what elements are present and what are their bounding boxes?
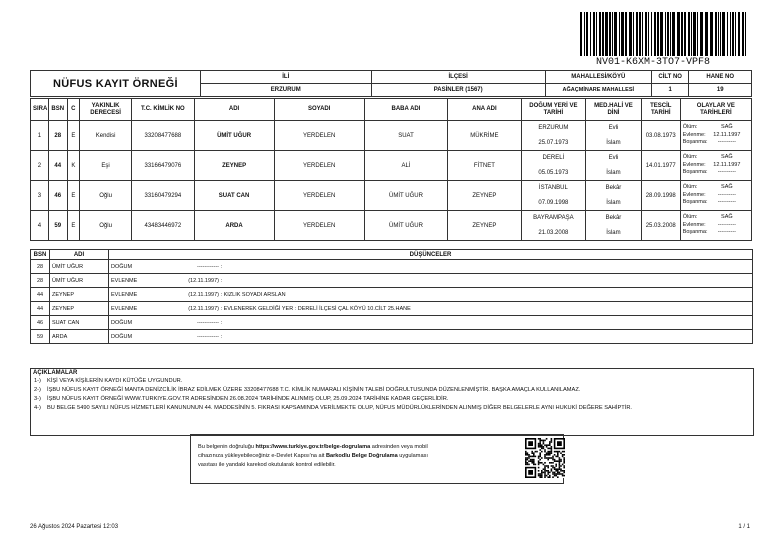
hane-value: 19 (689, 84, 752, 97)
dogum-cell (521, 181, 586, 211)
verify-line2-a: cihazınıza yükleyebileceğiniz e-Devlet Kapısı'na ait (198, 453, 326, 459)
dus-aciklama: : (220, 263, 223, 270)
aciklama-text: KİŞİ VEYA KİŞİLERİN KAYDI KÜTÜĞE UYGUNDUR. (47, 378, 183, 384)
hane-label: HANE NO (689, 71, 752, 84)
ilce-label: İLÇESİ (371, 71, 545, 84)
aciklama-number: 3-) (34, 396, 41, 402)
yakinlik-cell: Kendisi (79, 121, 131, 151)
medhal-cell (586, 211, 642, 241)
table-row (31, 121, 752, 151)
verify-line1-a: Bu belgenin doğruluğu (198, 444, 256, 450)
evlenme-label: Evlenme: (682, 161, 706, 168)
olaylar-cell (680, 211, 751, 241)
tc-cell: 43483446972 (132, 211, 194, 241)
olum-value: SAĞ (721, 214, 733, 221)
bsn-cell: 28 (48, 121, 67, 151)
cinsiyet-cell: E (67, 121, 79, 151)
cilt-label: CİLT NO (651, 71, 689, 84)
il-value: ERZURUM (200, 84, 371, 97)
dus-aciklama: : (220, 277, 223, 284)
dusunceler-table (30, 249, 753, 344)
sira-cell: 2 (31, 151, 49, 181)
aciklama-text: BU BELGE 5490 SAYILI NÜFUS HİZMETLERİ KANUNUNUN 44. MADDESİNİN 5. FIKRASI KAPSAMINDA VERİLMEKTE OLUP, NÜFUS MÜDÜRLÜKLERİNDEN ALINMIŞ DİĞER BELGELERLE AYNI HUKUKİ DEĞERE SAHİPTİR. (47, 405, 633, 411)
dus-tur: DOĞUM (111, 319, 133, 326)
col-tc: T.C. KİMLİK NO (132, 99, 194, 121)
dus-detail (109, 330, 753, 344)
yakinlik-cell: Oğlu (79, 181, 131, 211)
col-sira: SIRA (31, 99, 49, 121)
dusunceler-title: DÜŞÜNCELER (109, 250, 753, 260)
olum-value: SAĞ (721, 184, 733, 191)
bosanma-label: Boşanma: (682, 139, 708, 146)
mahalle-label: MAHALLESİ/KÖYÜ (545, 71, 651, 84)
dus-tur: EVLENME (111, 277, 138, 284)
table-row (31, 151, 752, 181)
il-label: İLİ (200, 71, 371, 84)
medhal-cell (586, 121, 642, 151)
adi-cell: ARDA (194, 211, 274, 241)
dogum-tarihi: 05.05.1973 (538, 169, 569, 176)
col-c: C (67, 99, 79, 121)
sira-cell: 4 (31, 211, 49, 241)
bosanma-label: Boşanma: (682, 229, 708, 236)
bosanma-value: ---------- (717, 139, 737, 146)
qr-code-icon (525, 438, 565, 478)
table-row (31, 211, 752, 241)
olum-value: SAĞ (721, 124, 733, 131)
soyadi-cell: YERDELEN (274, 181, 364, 211)
aciklama-text: İŞBU NÜFUS KAYIT ÖRNEĞİ MANTA DENİZCİLİK İBRAZ EDİLMEK ÜZERE 33208477688 T.C. KİMLİK NUMARALI KİŞİNİN TALEBİ DOĞRULTUSUNDA DÜZENLENMİŞTİR. BAŞKA AMAÇLA KULLANILAMAZ. (47, 387, 581, 393)
aciklama-number: 2-) (34, 387, 41, 393)
dus-adi: ARDA (50, 330, 109, 344)
dus-aciklama: : (220, 319, 223, 326)
dogum-tarihi: 21.03.2008 (538, 229, 569, 236)
bosanma-label: Boşanma: (682, 199, 708, 206)
adi-cell: SUAT CAN (194, 181, 274, 211)
verify-line1-b: adresinden veya mobil (370, 444, 428, 450)
dus-bsn: 28 (31, 260, 50, 274)
dogum-yeri: İSTANBUL (538, 184, 568, 191)
soyadi-cell: YERDELEN (274, 151, 364, 181)
verification-box (190, 434, 564, 484)
bsn-cell: 59 (48, 211, 67, 241)
evlenme-label: Evlenme: (682, 131, 706, 138)
yakinlik-cell: Oğlu (79, 211, 131, 241)
medhal-cell (586, 181, 642, 211)
col-soyadi: SOYADI (274, 99, 364, 121)
aciklama-text: İŞBU NÜFUS KAYIT ÖRNEĞİ WWW.TURKIYE.GOV.TR ADRESİNDEN 26.08.2024 TARİHİNDE ALINMIŞ OLUP, 25.09.2024 TARİHİNE KADAR GEÇERLİDİR. (47, 396, 449, 402)
dus-bsn: 59 (31, 330, 50, 344)
dus-tarih: ------------ (197, 319, 219, 326)
medhal-cell (586, 151, 642, 181)
evlenme-label: Evlenme: (682, 221, 706, 228)
adi-cell: ZEYNEP (194, 151, 274, 181)
dus-detail (109, 260, 753, 274)
col-yakinlik: YAKINLIK DERECESİ (79, 99, 131, 121)
footer-date: 26 Ağustos 2024 Pazartesi 12:03 (30, 524, 119, 530)
dus-detail (109, 316, 753, 330)
medeni-hal: Evli (608, 154, 619, 161)
dus-tarih: (12.11.1997) (188, 291, 219, 298)
sira-cell: 3 (31, 181, 49, 211)
dus-aciklama: : EVLENEREK GELDİĞİ YER : DERELİ İLÇESİ ÇAL KÖYÜ 10.CİLT 25.HANE (220, 305, 411, 312)
document-title: NÜFUS KAYIT ÖRNEĞİ (31, 71, 201, 97)
aciklamalar-box (30, 368, 754, 436)
cinsiyet-cell: K (67, 151, 79, 181)
dus-adi: SUAT CAN (50, 316, 109, 330)
verification-text (198, 443, 498, 470)
dus-bsn-label: BSN (31, 250, 50, 260)
evlenme-value: 12.11.1997 (713, 161, 741, 168)
dusunce-row (31, 274, 753, 288)
tc-cell: 33208477688 (132, 121, 194, 151)
aciklama-item (31, 377, 753, 386)
dogum-cell (521, 151, 586, 181)
evlenme-value: 12.11.1997 (713, 131, 741, 138)
ana-cell: ZEYNEP (448, 181, 521, 211)
cinsiyet-cell: E (67, 181, 79, 211)
col-dogum: DOĞUM YERİ VE TARİHİ (521, 99, 586, 121)
bsn-cell: 46 (48, 181, 67, 211)
col-ana: ANA ADI (448, 99, 521, 121)
dus-aciklama: : KIZLIK SOYADI ARSLAN (220, 291, 286, 298)
soyadi-cell: YERDELEN (274, 121, 364, 151)
dus-tur: DOĞUM (111, 263, 133, 270)
ana-cell: FİTNET (448, 151, 521, 181)
medeni-hal: Bekâr (605, 214, 622, 221)
olum-label: Ölüm: (682, 124, 698, 131)
dus-tarih: (12.11.1997) (188, 277, 219, 284)
dogum-cell (521, 121, 586, 151)
dus-adi: ZEYNEP (50, 288, 109, 302)
col-tescil: TESCİL TARİHİ (641, 99, 680, 121)
dus-aciklama: : (220, 333, 223, 340)
din: İslam (606, 139, 621, 146)
dusunce-row (31, 288, 753, 302)
dus-bsn: 44 (31, 288, 50, 302)
evlenme-value: ---------- (717, 191, 737, 198)
olaylar-cell (680, 121, 751, 151)
aciklama-number: 1-) (34, 378, 41, 384)
dus-tarih: (12.11.1997) (188, 305, 219, 312)
bsn-cell: 44 (48, 151, 67, 181)
dusunce-row (31, 316, 753, 330)
yakinlik-cell: Eşi (79, 151, 131, 181)
olaylar-cell (680, 151, 751, 181)
col-baba: BABA ADI (364, 99, 447, 121)
verify-line3: vasıtası ile yandaki karekod okutularak kontrol edilebilir. (198, 462, 336, 468)
aciklama-item (31, 395, 753, 404)
baba-cell: ÜMİT UĞUR (364, 211, 447, 241)
din: İslam (606, 229, 621, 236)
ana-cell: ZEYNEP (448, 211, 521, 241)
baba-cell: SUAT (364, 121, 447, 151)
olum-label: Ölüm: (682, 184, 698, 191)
aciklamalar-title: AÇIKLAMALAR (33, 370, 78, 376)
dogum-tarihi: 07.09.1998 (538, 199, 569, 206)
col-olaylar: OLAYLAR VE TARİHLERİ (680, 99, 751, 121)
aciklama-item (31, 386, 753, 395)
bosanma-value: ---------- (717, 229, 737, 236)
barcode-code: NV01-K6XM-3TO7-VPF8 (596, 57, 711, 68)
olum-value: SAĞ (721, 154, 733, 161)
din: İslam (606, 199, 621, 206)
dus-detail (109, 302, 753, 316)
dus-tarih: ------------ (197, 333, 219, 340)
dus-tur: EVLENME (111, 305, 138, 312)
verify-line2-b: uygulaması (397, 453, 428, 459)
records-table (30, 98, 752, 241)
soyadi-cell: YERDELEN (274, 211, 364, 241)
ilce-value: PASİNLER (1567) (371, 84, 545, 97)
dus-adi: ZEYNEP (50, 302, 109, 316)
col-bsn: BSN (48, 99, 67, 121)
olum-label: Ölüm: (682, 154, 698, 161)
dus-adi: ÜMİT UĞUR (50, 260, 109, 274)
cilt-value: 1 (651, 84, 689, 97)
dusunce-row (31, 302, 753, 316)
dogum-tarihi: 25.07.1973 (538, 139, 569, 146)
evlenme-label: Evlenme: (682, 191, 706, 198)
dus-detail (109, 288, 753, 302)
olum-label: Ölüm: (682, 214, 698, 221)
tescil-cell: 28.09.1998 (641, 181, 680, 211)
dus-detail (109, 274, 753, 288)
barcode (580, 12, 750, 56)
dus-tarih: ------------ (197, 263, 219, 270)
aciklama-item (31, 404, 753, 413)
dus-bsn: 46 (31, 316, 50, 330)
medeni-hal: Bekâr (605, 184, 622, 191)
dogum-yeri: DERELİ (542, 154, 565, 161)
dusunce-row (31, 330, 753, 344)
evlenme-value: ---------- (717, 221, 737, 228)
dusunce-row (31, 260, 753, 274)
dus-tur: EVLENME (111, 291, 138, 298)
verify-url: https://www.turkiye.gov.tr/belge-dogrulama (255, 444, 371, 450)
din: İslam (606, 169, 621, 176)
cinsiyet-cell: E (67, 211, 79, 241)
col-medhal: MED.HALİ VE DİNİ (586, 99, 642, 121)
dus-bsn: 44 (31, 302, 50, 316)
adi-cell: ÜMİT UĞUR (194, 121, 274, 151)
tescil-cell: 25.03.2008 (641, 211, 680, 241)
footer-page: 1 / 1 (738, 524, 750, 530)
ana-cell: MÜKRİME (448, 121, 521, 151)
dogum-cell (521, 211, 586, 241)
mahalle-value: AĞAÇMİNARE MAHALLESİ (545, 84, 651, 97)
tescil-cell: 03.08.1973 (641, 121, 680, 151)
table-row (31, 181, 752, 211)
dus-tur: DOĞUM (111, 333, 133, 340)
medeni-hal: Evli (608, 124, 619, 131)
baba-cell: ÜMİT UĞUR (364, 181, 447, 211)
tc-cell: 33160479294 (132, 181, 194, 211)
aciklama-number: 4-) (34, 405, 41, 411)
dus-adi-label: ADI (50, 250, 109, 260)
tc-cell: 33166479076 (132, 151, 194, 181)
baba-cell: ALİ (364, 151, 447, 181)
bosanma-value: ---------- (717, 169, 737, 176)
dus-bsn: 28 (31, 274, 50, 288)
dus-adi: ÜMİT UĞUR (50, 274, 109, 288)
header-table (30, 70, 752, 97)
verify-app-name: Barkodlu Belge Doğrulama (325, 453, 398, 459)
bosanma-label: Boşanma: (682, 169, 708, 176)
col-adi: ADI (194, 99, 274, 121)
tescil-cell: 14.01.1977 (641, 151, 680, 181)
sira-cell: 1 (31, 121, 49, 151)
dogum-yeri: ERZURUM (538, 124, 569, 131)
olaylar-cell (680, 181, 751, 211)
dogum-yeri: BAYRAMPAŞA (533, 214, 574, 221)
column-header-row (31, 99, 752, 121)
bosanma-value: ---------- (717, 199, 737, 206)
